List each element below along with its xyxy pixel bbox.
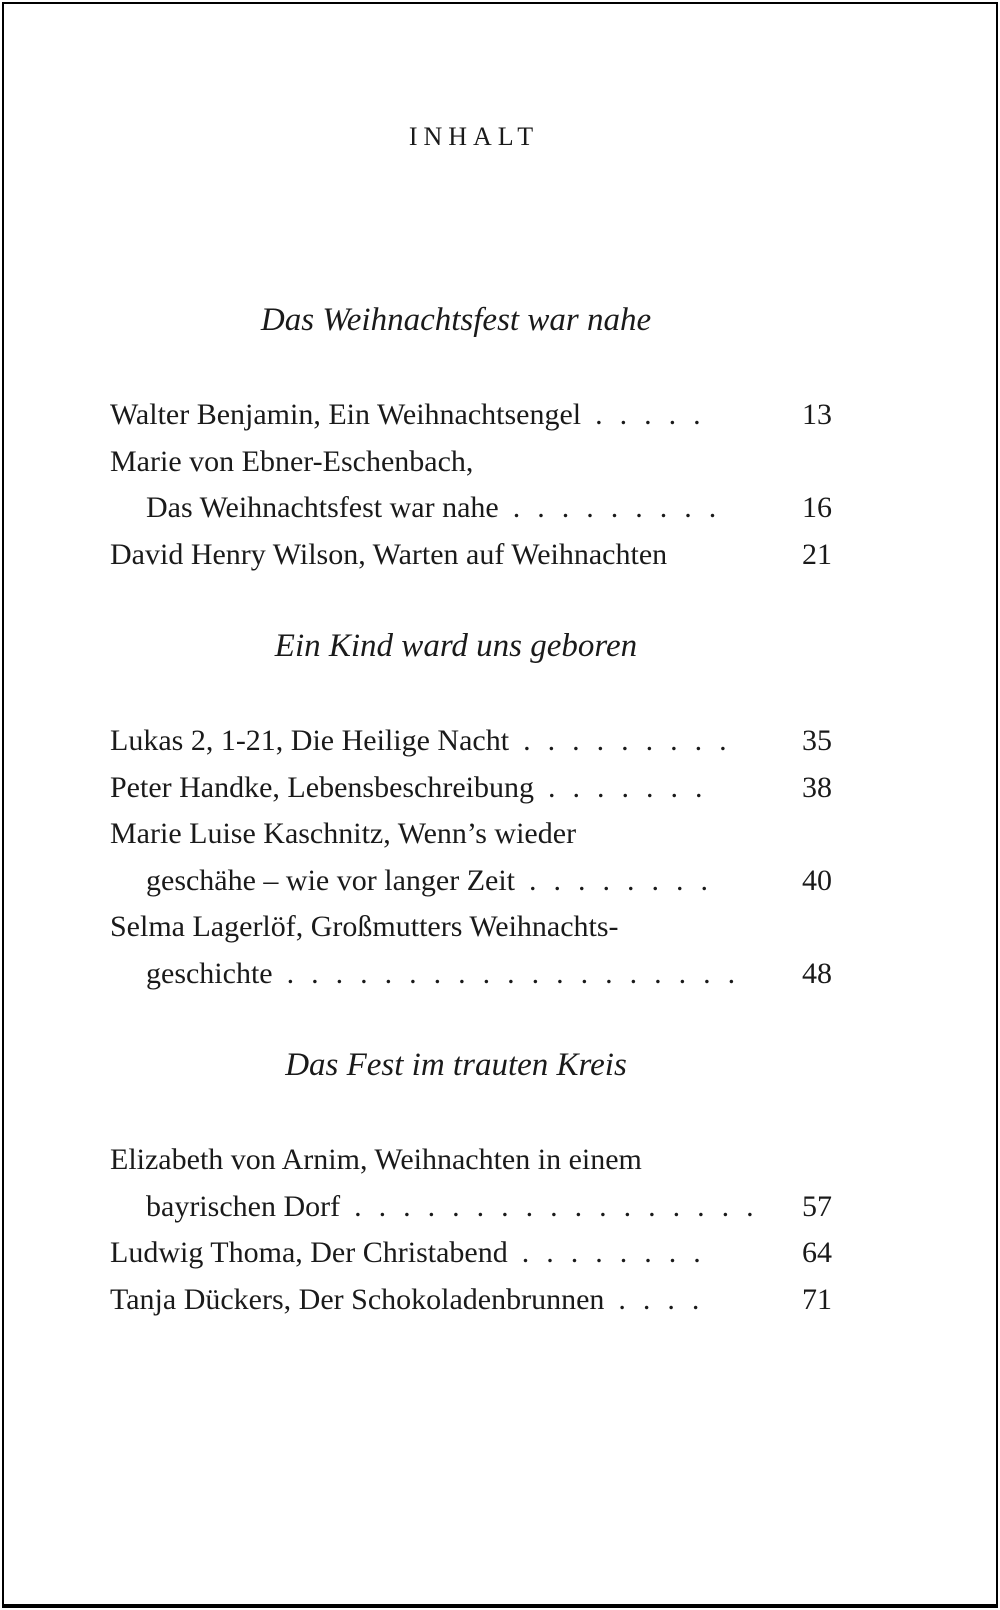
- page-number: 13: [802, 398, 832, 431]
- dot-leader: .........: [512, 491, 734, 524]
- toc-row: [110, 858, 832, 905]
- entry-title: Peter Handke, Lebensbeschreibung: [110, 770, 535, 804]
- entry-title: Walter Benjamin, Ein Weihnachtsengel: [110, 398, 582, 431]
- toc-row: [110, 765, 832, 812]
- toc-section: [110, 1045, 832, 1323]
- page-number: 71: [802, 1282, 832, 1316]
- dot-leader: ........: [529, 863, 726, 897]
- page-number: 64: [802, 1236, 832, 1269]
- dot-leader: ...................: [286, 956, 753, 990]
- entry-title: bayrischen Dorf: [146, 1189, 341, 1223]
- section-rows: [110, 718, 832, 997]
- entry-title: David Henry Wilson, Warten auf Weihnachten: [110, 537, 668, 571]
- dot-leader: ........: [521, 1236, 718, 1269]
- toc-row: [110, 1184, 832, 1231]
- page-number: 16: [802, 491, 832, 524]
- toc-section: [110, 300, 832, 578]
- entry-title: geschichte: [146, 956, 273, 990]
- toc-row: [110, 1277, 832, 1324]
- section-heading: Ein Kind ward uns geboren: [274, 628, 638, 664]
- entry-title: Elizabeth von Arnim, Weihnachten in einem: [110, 1143, 642, 1176]
- toc-row: [110, 951, 832, 998]
- section-rows: [110, 1137, 832, 1323]
- page-number: 35: [802, 724, 832, 757]
- dot-leader: .........: [523, 724, 744, 757]
- dot-leader: ....: [618, 1282, 717, 1316]
- page-number: 57: [802, 1189, 832, 1223]
- entry-title: Das Weihnachtsfest war nahe: [146, 491, 499, 524]
- toc-row: [110, 718, 832, 765]
- dot-leader: .......: [548, 770, 720, 804]
- toc-row: [110, 811, 832, 858]
- toc-row: [110, 485, 832, 532]
- section-rows: [110, 392, 832, 578]
- entry-title: Marie Luise Kaschnitz, Wenn’s wieder: [110, 817, 577, 850]
- section-heading: Das Fest im trauten Kreis: [285, 1047, 627, 1083]
- page-number: 38: [802, 770, 832, 804]
- section-heading: Das Weihnachtsfest war nahe: [260, 302, 652, 338]
- toc-section: [110, 626, 832, 997]
- toc-row: [110, 392, 832, 439]
- dot-leader: .................: [354, 1189, 771, 1223]
- entry-title: Ludwig Thoma, Der Christabend: [110, 1236, 508, 1269]
- toc-content: [110, 121, 832, 1323]
- page-number: 21: [802, 537, 832, 571]
- entry-title: Marie von Ebner-Eschenbach,: [110, 444, 474, 478]
- toc-row: [110, 439, 832, 486]
- toc-row: [110, 904, 832, 951]
- toc-row: [110, 1137, 832, 1184]
- page-number: 48: [802, 956, 832, 990]
- entry-title: Selma Lagerlöf, Großmutters Weihnachts-: [110, 910, 619, 943]
- toc-title: INHALT: [408, 122, 540, 151]
- entry-title: Tanja Dückers, Der Schokoladenbrunnen: [110, 1282, 605, 1316]
- toc-row: [110, 532, 832, 579]
- toc-row: [110, 1230, 832, 1277]
- toc-sections: [110, 300, 832, 1323]
- entry-title: Lukas 2, 1-21, Die Heilige Nacht: [110, 724, 510, 757]
- dot-leader: .....: [595, 398, 718, 431]
- entry-title: geschähe – wie vor langer Zeit: [146, 863, 516, 897]
- page-number: 40: [802, 863, 832, 897]
